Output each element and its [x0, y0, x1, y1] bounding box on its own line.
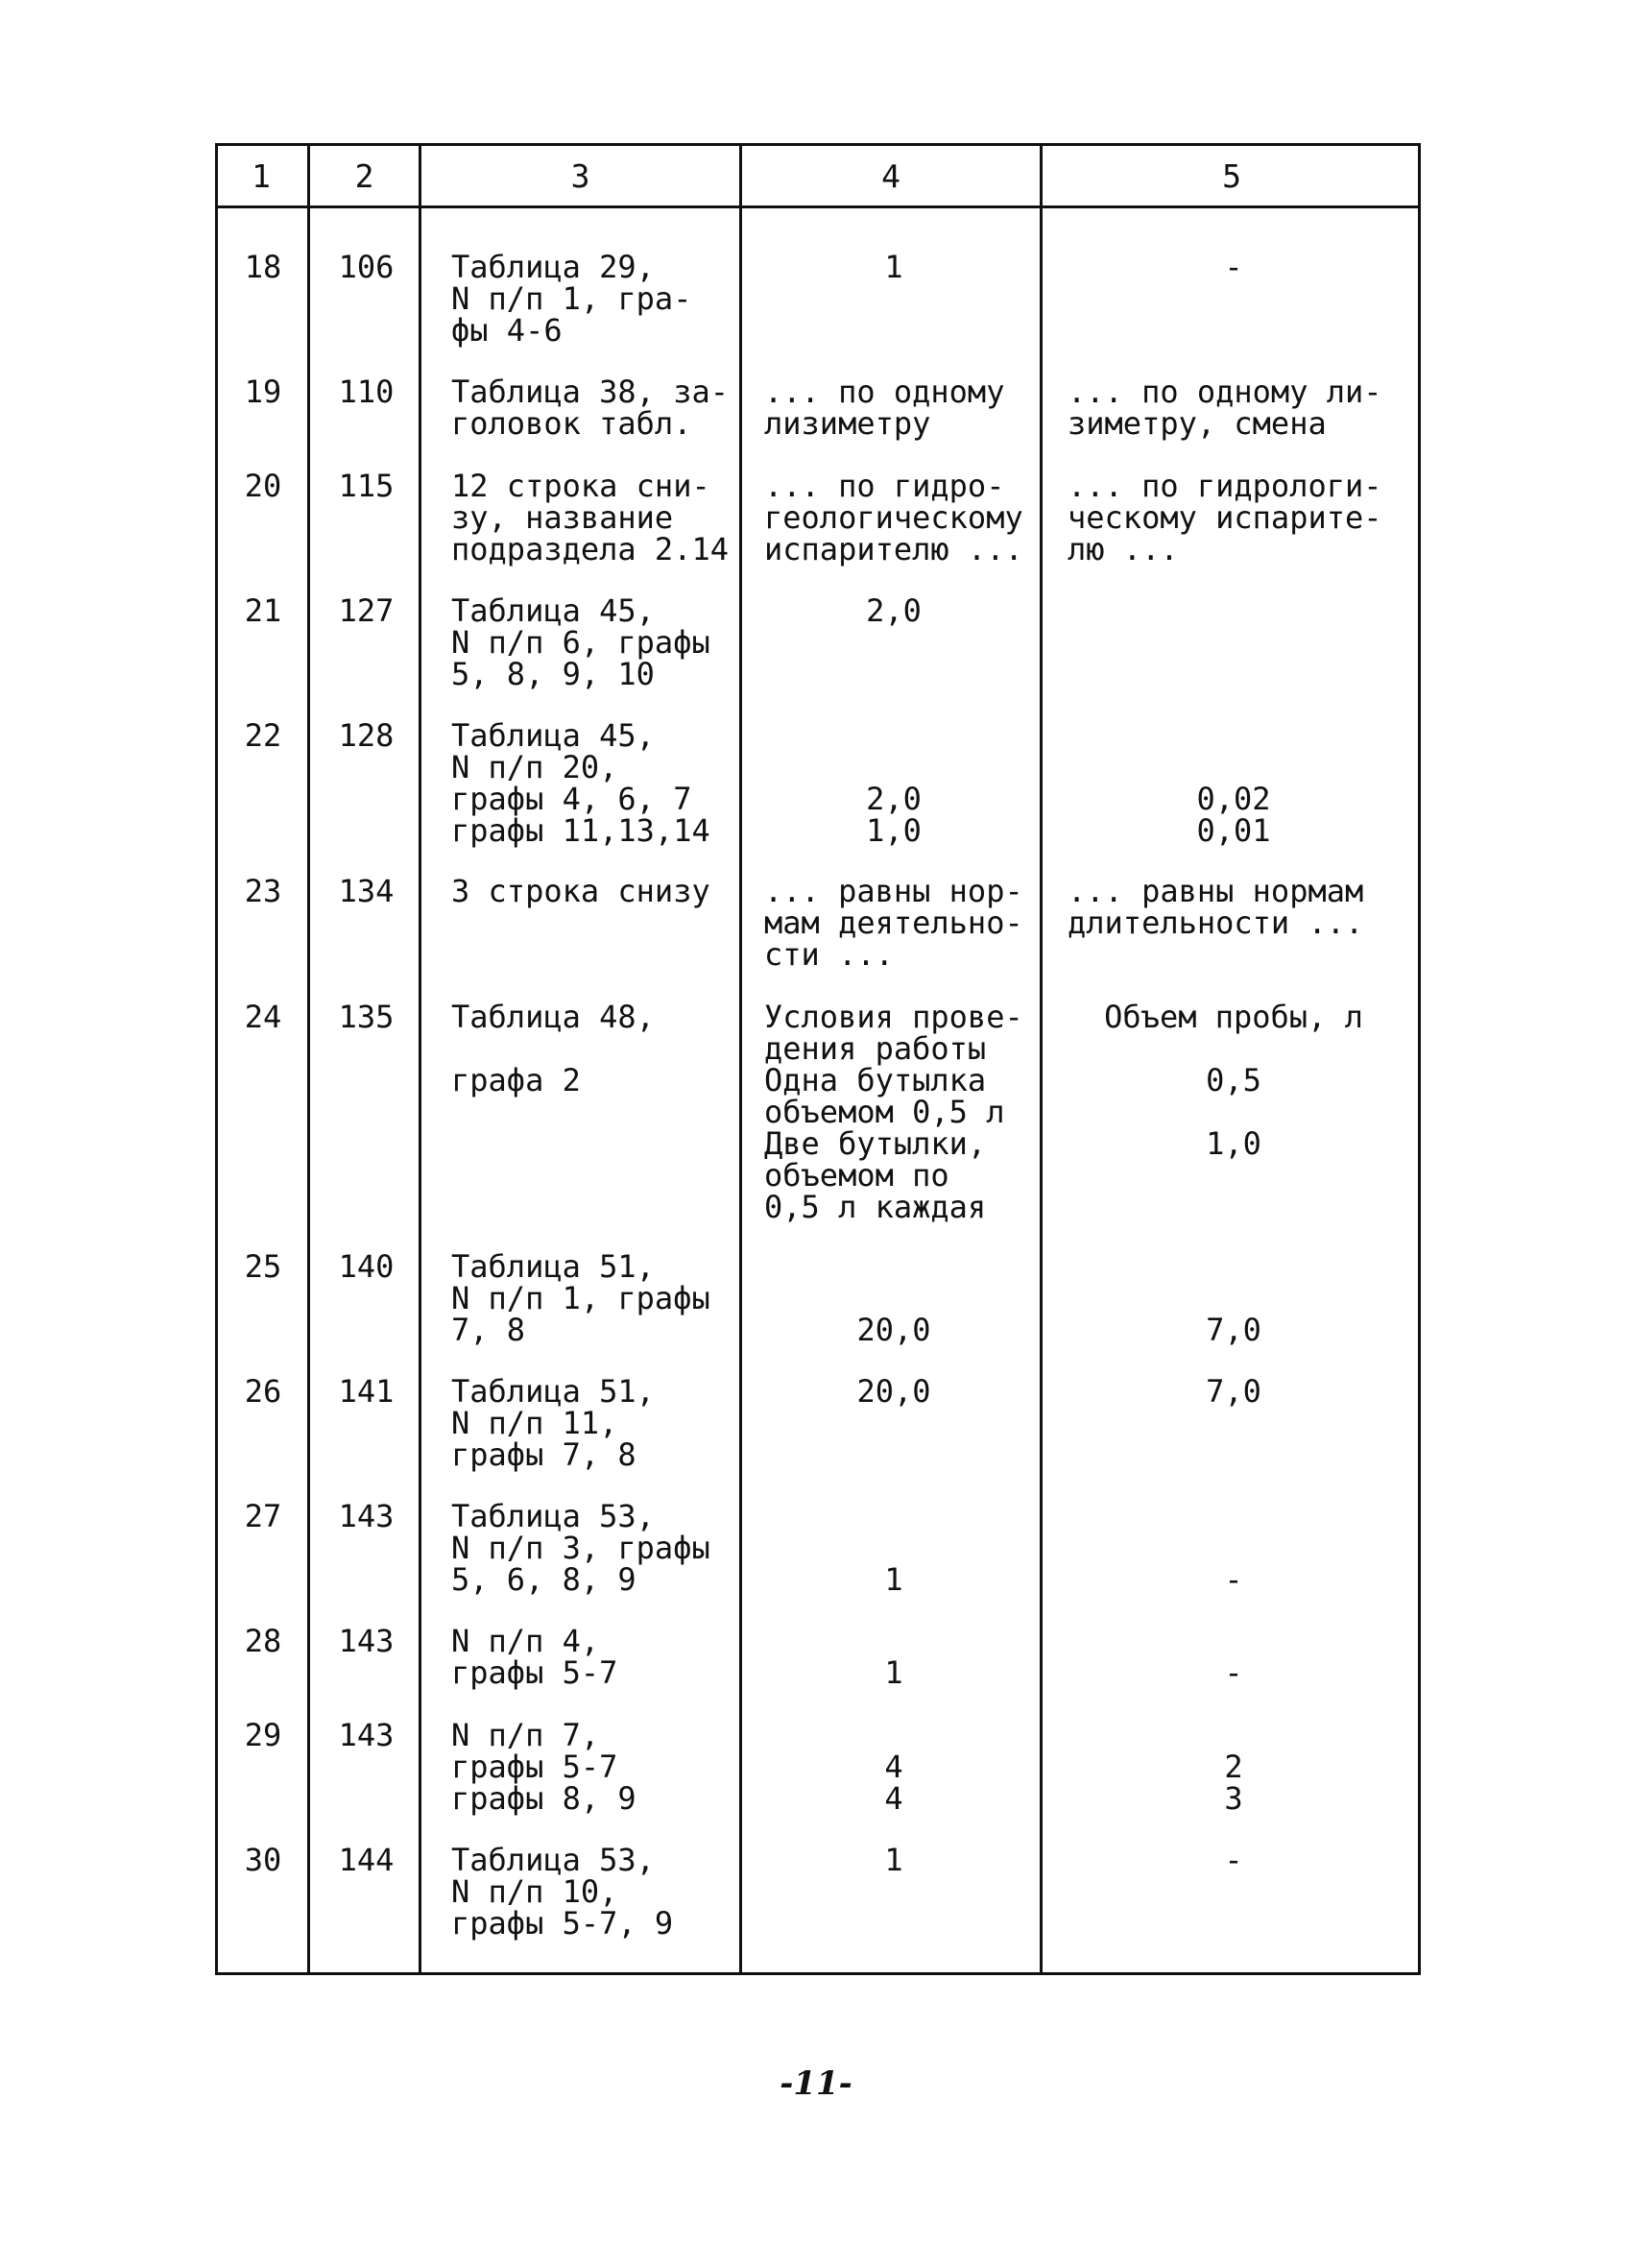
location-cell: Таблица 45, N п/п 20, графы 4, 6, 7 графы 11,13,14	[451, 717, 710, 849]
location-cell: Таблица 45, N п/п 6, графы 5, 8, 9, 10	[451, 592, 710, 692]
row-number: 22	[244, 717, 282, 754]
page-cell: 144	[338, 1842, 395, 1878]
printed-cell: 2,0 1,0	[866, 781, 922, 849]
location-cell: Таблица 51, N п/п 11, графы 7, 8	[451, 1373, 655, 1473]
printed-cell: ... по одному лизиметру	[764, 374, 1005, 442]
location-cell: Таблица 51, N п/п 1, графы 7, 8	[451, 1248, 710, 1348]
page-cell: 141	[338, 1373, 395, 1410]
location-cell: 3 строка снизу	[451, 873, 710, 909]
row-number: 23	[244, 873, 282, 909]
row-number: 30	[244, 1842, 282, 1878]
should-be-cell: 7,0	[1206, 1312, 1261, 1348]
location-cell: Таблица 53, N п/п 10, графы 5-7, 9	[451, 1842, 674, 1942]
should-be-cell: -	[1224, 1654, 1243, 1691]
location-cell: Таблица 38, за- головок табл.	[451, 374, 729, 442]
page-cell: 135	[338, 999, 395, 1035]
row-number: 29	[244, 1717, 282, 1753]
should-be-cell: ... равны нормам длительности ...	[1068, 873, 1364, 941]
column-divider	[1040, 143, 1043, 1975]
location-cell: Таблица 29, N п/п 1, гра- фы 4-6	[451, 249, 692, 349]
row-number: 28	[244, 1623, 282, 1659]
column-divider	[739, 143, 742, 1975]
row-number: 24	[244, 999, 282, 1035]
printed-cell: 1	[884, 1842, 903, 1878]
location-cell: N п/п 7, графы 5-7 графы 8, 9	[451, 1717, 636, 1817]
column-header-3: 3	[570, 157, 590, 195]
row-number: 26	[244, 1373, 282, 1410]
printed-cell: 2,0	[866, 592, 922, 629]
row-number: 20	[244, 468, 282, 504]
column-header-1: 1	[252, 157, 271, 195]
should-be-cell: ... по гидрологи- ческому испарите- лю ...	[1068, 468, 1382, 567]
header-divider	[215, 205, 1421, 208]
should-be-cell: -	[1224, 1842, 1243, 1878]
page-cell: 134	[338, 873, 395, 909]
should-be-cell: 0,02 0,01	[1196, 781, 1271, 849]
should-be-cell: 7,0	[1206, 1373, 1261, 1410]
column-header-5: 5	[1222, 157, 1241, 195]
printed-cell: 1	[884, 1654, 903, 1691]
column-header-2: 2	[354, 157, 374, 195]
printed-cell: 4 4	[884, 1749, 903, 1817]
should-be-cell: ... по одному ли- зиметру, смена	[1068, 374, 1382, 442]
should-be-cell: Объем пробы, л 0,5 1,0	[1104, 999, 1363, 1162]
row-number: 21	[244, 592, 282, 629]
should-be-cell: -	[1224, 1561, 1243, 1598]
printed-cell: ... по гидро- геологическому испарителю ...	[764, 468, 1023, 567]
printed-cell: Условия прове- дения работы Одна бутылка объемом 0,5 л Две бутылки, объемом по 0,5 л каждая	[764, 999, 1023, 1225]
column-divider	[419, 143, 421, 1975]
printed-cell: 20,0	[856, 1373, 931, 1410]
location-cell: Таблица 53, N п/п 3, графы 5, 6, 8, 9	[451, 1498, 710, 1598]
printed-cell: 20,0	[856, 1312, 931, 1348]
location-cell: 12 строка сни- зу, название подраздела 2.14	[451, 468, 729, 567]
page-cell: 143	[338, 1717, 395, 1753]
should-be-cell: 2 3	[1224, 1749, 1243, 1817]
location-cell: N п/п 4, графы 5-7	[451, 1623, 618, 1691]
page-cell: 110	[338, 374, 395, 410]
should-be-cell: -	[1224, 249, 1243, 285]
page-cell: 127	[338, 592, 395, 629]
printed-cell: 1	[884, 1561, 903, 1598]
printed-cell: ... равны нор- мам деятельно- сти ...	[764, 873, 1023, 973]
page-cell: 106	[338, 249, 395, 285]
row-number: 19	[244, 374, 282, 410]
page-cell: 140	[338, 1248, 395, 1285]
row-number: 18	[244, 249, 282, 285]
page-cell: 128	[338, 717, 395, 754]
page-cell: 143	[338, 1623, 395, 1659]
column-header-4: 4	[881, 157, 900, 195]
row-number: 25	[244, 1248, 282, 1285]
column-divider	[307, 143, 310, 1975]
page-cell: 115	[338, 468, 395, 504]
page-number: -11-	[780, 2064, 852, 2103]
row-number: 27	[244, 1498, 282, 1534]
printed-cell: 1	[884, 249, 903, 285]
page-cell: 143	[338, 1498, 395, 1534]
location-cell: Таблица 48, графа 2	[451, 999, 655, 1098]
